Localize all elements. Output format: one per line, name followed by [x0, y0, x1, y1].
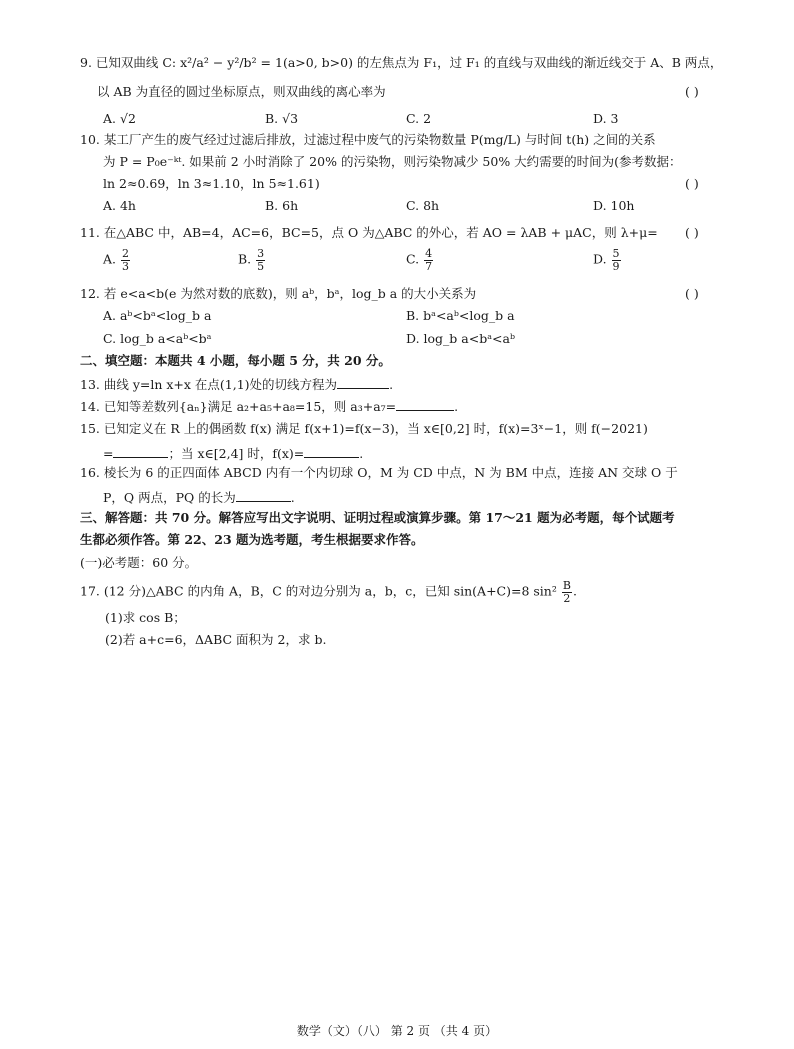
q10-line2: 为 P = P₀e⁻ᵏᵗ. 如果前 2 小时消除了 20% 的污染物，则污染物减少 50% 大约需要的时间为(参考数据：: [103, 154, 682, 169]
q16-line2: [103, 490, 295, 505]
q15-blank-2[interactable]: [304, 446, 359, 458]
q9-option-b: B. √3: [265, 111, 299, 126]
q14-blank[interactable]: [396, 399, 454, 411]
page-footer: 数学（文）（八） 第 2 页 （共 4 页）: [296, 1024, 498, 1038]
q11-option-b-fraction: $\frac{3}{5}$: [257, 247, 265, 273]
q17-line1: [80, 580, 577, 604]
section3-heading-line2: 生都必须作答。第 22、23 题为选考题，考生根据要求作答。: [80, 532, 424, 547]
q10-option-a: A. 4h: [103, 198, 136, 213]
q11-option-c-fraction: $\frac{4}{7}$: [425, 247, 433, 273]
q11-option-c-label: C.: [406, 251, 420, 267]
section3-heading-line1: 三、解答题：共 70 分。解答应写出文字说明、证明过程或演算步骤。第 17～21 题为必考题，每个试题考: [80, 510, 675, 525]
q11-answer-paren: ( ): [685, 225, 699, 240]
q16-end: .: [290, 490, 295, 505]
q9-answer-paren: ( ): [685, 84, 699, 99]
q10-option-b: B. 6h: [265, 198, 299, 213]
q17-sub2: (2)若 a+c=6，ΔABC 面积为 2，求 b.: [105, 632, 327, 647]
q9-option-d: D. 3: [593, 111, 619, 126]
q11-option-d: [593, 248, 622, 272]
q9-option-c: C. 2: [406, 111, 432, 126]
q12-option-b: B. bᵃ<aᵇ<log_b a: [406, 308, 515, 323]
q14-text: 14. 已知等差数列{aₙ}满足 a₂+a₅+a₈=15，则 a₃+a₇=: [80, 399, 397, 414]
q12-option-c: C. log_b a<aᵇ<bᵃ: [103, 331, 212, 346]
q9-line1: 9. 已知双曲线 C: x²/a² − y²/b² = 1(a>0, b>0) 的左焦点为 F₁，过 F₁ 的直线与双曲线的渐近线交于 A、B 两点，: [80, 55, 723, 70]
q12-answer-paren: ( ): [685, 286, 699, 301]
q12-option-d: D. log_b a<bᵃ<aᵇ: [406, 331, 515, 346]
q17-end: .: [572, 583, 577, 599]
q15-text-2: ；当 x∈[2,4] 时，f(x)=: [168, 446, 305, 461]
q13-blank[interactable]: [337, 377, 389, 389]
q13-text: 13. 曲线 y=ln x+x 在点(1,1)处的切线方程为: [80, 377, 338, 392]
q11-option-a-label: A.: [103, 251, 117, 267]
q11-option-d-label: D.: [593, 251, 607, 267]
q10-line1: 10. 某工厂产生的废气经过过滤后排放，过滤过程中废气的污染物数量 P(mg/L) 与时间 t(h) 之间的关系: [80, 132, 656, 147]
section2-heading: 二、填空题：本题共 4 小题，每小题 5 分，共 20 分。: [80, 353, 391, 368]
q9-option-a: A. √2: [103, 111, 136, 126]
q11-option-c: [406, 248, 434, 272]
q15-line2: [103, 446, 363, 461]
q10-option-c: C. 8h: [406, 198, 440, 213]
q17-sub1: (1)求 cos B；: [105, 610, 186, 625]
q14-end: .: [454, 399, 459, 414]
q13-end: .: [389, 377, 394, 392]
q15-blank-1[interactable]: [113, 446, 168, 458]
q15-equals: =: [103, 446, 114, 461]
q15-line1: 15. 已知定义在 R 上的偶函数 f(x) 满足 f(x+1)=f(x−3)，当 x∈[0,2] 时，f(x)=3ˣ−1，则 f(−2021): [80, 421, 648, 436]
q16-line1: 16. 棱长为 6 的正四面体 ABCD 内有一个内切球 O，M 为 CD 中点，N 为 BM 中点，连接 AN 交球 O 于: [80, 465, 678, 480]
q11-option-b-label: B.: [238, 251, 252, 267]
q15-end: .: [359, 446, 364, 461]
q10-answer-paren: ( ): [685, 176, 699, 191]
q11-option-b: [238, 248, 266, 272]
q10-option-d: D. 10h: [593, 198, 635, 213]
q11-option-a-fraction: $\frac{2}{3}$: [122, 247, 129, 273]
q17-text: 17. (12 分)△ABC 的内角 A，B，C 的对边分别为 a，b，c，已知 sin(A+C)=8 sin²: [80, 583, 557, 599]
q13-line: [80, 377, 393, 392]
q9-line2: 以 AB 为直径的圆过坐标原点，则双曲线的离心率为: [97, 84, 386, 99]
q16-blank[interactable]: [236, 490, 291, 502]
q14-line: [80, 399, 458, 414]
q11-line1: 11. 在△ABC 中，AB=4，AC=6，BC=5，点 O 为△ABC 的外心，若 AO = λAB + μAC，则 λ+μ=: [80, 225, 658, 240]
q11-option-a: [103, 248, 131, 272]
q17-fraction: $\frac{B}{2}$: [562, 579, 571, 605]
q12-option-a: A. aᵇ<bᵃ<log_b a: [103, 308, 212, 323]
q10-line3: ln 2≈0.69，ln 3≈1.10，ln 5≈1.61): [103, 176, 320, 191]
q11-option-d-fraction: $\frac{5}{9}$: [612, 247, 620, 273]
required-heading: (一)必考题：60 分。: [80, 555, 198, 570]
q16-text: P，Q 两点，PQ 的长为: [103, 490, 236, 505]
q12-line1: 12. 若 e<a<b(e 为然对数的底数)，则 aᵇ，bᵃ，log_b a 的大小关系为: [80, 286, 477, 301]
